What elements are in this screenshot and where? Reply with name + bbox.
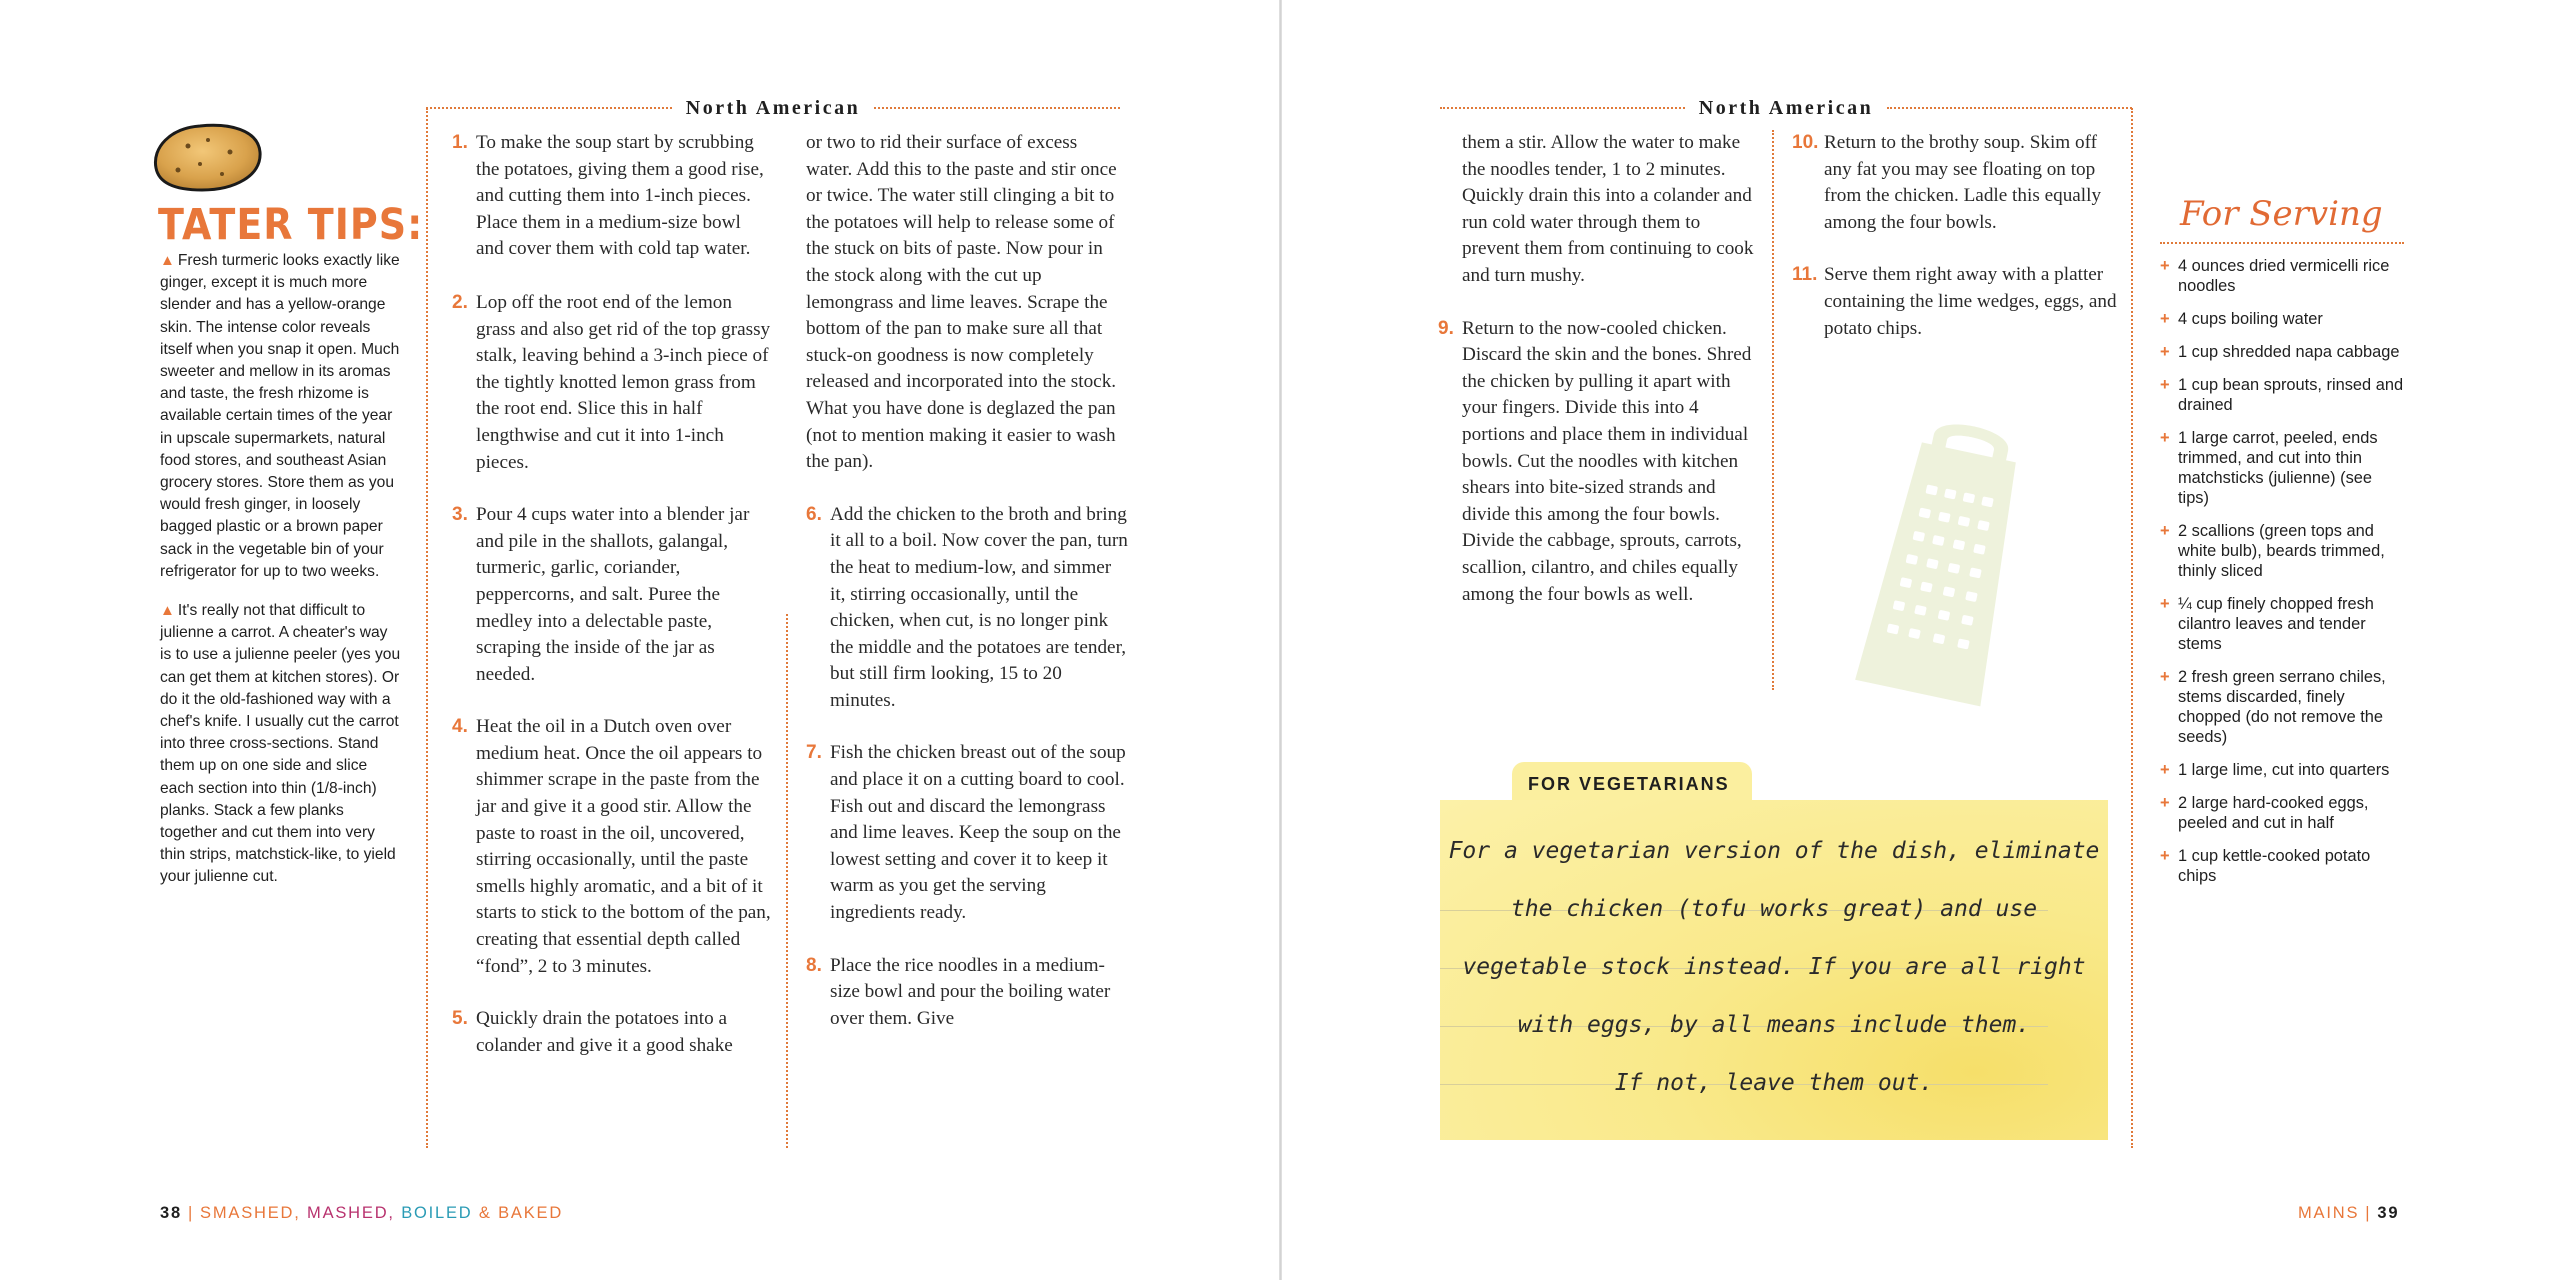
grater-illustration <box>1846 410 2046 710</box>
steps-column-2 <box>806 130 1128 1058</box>
step-number: 4. <box>452 716 468 738</box>
ingredient-item <box>2160 793 2406 833</box>
note-line: the chicken (tofu works great) and use <box>1510 896 2038 922</box>
ingredient-text: 2 scallions (green tops and white bulb), beards trimmed, thinly sliced <box>2178 522 2385 580</box>
header-rule <box>1887 107 2132 109</box>
step-5-continued: or two to rid their surface of excess water. Add this to the paste and stir once or twice. The water still clinging a bit to the potatoes will help to release some of the stuck on bits of paste. Now pour in the stock along with the cut up lemongrass and lime leaves. Scrape the bottom of the pan to make sure all that stuck-on goodness is now completely released and incorporated into the stock. What you have done is deglazed the pan (not to mention making it easier to wash the pan). <box>806 132 1117 473</box>
step-5 <box>452 1006 772 1059</box>
step-9 <box>1438 316 1760 609</box>
ingredient-text: 4 cups boiling water <box>2178 310 2323 328</box>
step-number: 1. <box>452 132 468 153</box>
step-8-continued: them a stir. Allow the water to make the noodles tender, 1 to 2 minutes. Quickly drain this into a colander and run cold water through them to prevent them from continuing to cook and turn mushy. <box>1462 132 1754 286</box>
step-text: Heat the oil in a Dutch oven over medium heat. Once the oil appears to shimmer scrape in the paste from the jar and give it a good stir. Allow the paste to roast in the oil, uncovered, stirring occasionally, until the paste smells highly aromatic, and a bit of it starts to stick to the bottom of the pan, creating that essential depth called “fond”, 2 to 3 minutes. <box>476 716 771 977</box>
ingredient-item <box>2160 342 2406 362</box>
section-title: North American <box>1698 96 1874 119</box>
vegetarian-label: FOR VEGETARIANS <box>1528 774 1730 794</box>
ingredient-item <box>2160 521 2406 581</box>
step-text: Lop off the root end of the lemon grass and also get rid of the top grassy stalk, leaving behind a 3-inch piece of the tightly knotted lemon grass from the root end. Slice this in half lengthwise and cut it into 1-inch pieces. <box>476 291 771 473</box>
page-number: 38 <box>160 1204 182 1222</box>
ingredient-item <box>2160 760 2406 780</box>
plus-bullet-icon: + <box>2160 794 2170 812</box>
tip-text: It's really not that difficult to julienne a carrot. A cheater's way is to use a julienne peeler (yes you can get them at kitchen stores). Or do it the old-fashioned way with a chef's knife. I usually cut the carrot into three cross-sections. Stand them up on one side and slice each section into thin (1/8-inch) planks. Stack a few planks together and cut them into very thin strips, matchstick-like, to yield your julienne cut. <box>160 602 401 886</box>
tip-item <box>160 250 402 583</box>
step-number: 11. <box>1792 264 1818 286</box>
section-header-left <box>426 96 1120 120</box>
step-number: 5. <box>452 1008 468 1030</box>
step-text: Return to the brothy soup. Skim off any fat you may see floating on top from the chicken. Ladle this equally among the four bowls. <box>1824 132 2102 233</box>
book-title-part: & <box>478 1204 492 1222</box>
steps-column-1 <box>452 130 772 1085</box>
step-2 <box>452 290 772 476</box>
ingredient-text: 1 cup shredded napa cabbage <box>2178 343 2400 361</box>
plus-bullet-icon: + <box>2160 668 2170 686</box>
plus-bullet-icon: + <box>2160 376 2170 394</box>
steps-column-4 <box>1792 130 2118 368</box>
steps-column-3 <box>1438 130 1760 634</box>
plus-bullet-icon: + <box>2160 761 2170 779</box>
footer-separator: | <box>187 1204 195 1222</box>
serving-rule <box>2160 242 2404 244</box>
header-rule <box>1440 107 1685 109</box>
step-text: Return to the now-cooled chicken. Discard the skin and the bones. Shred the chicken by pulling it apart with your fingers. Divide this into 4 portions and place them in individual bowls. Cut the noodles with kitchen shears into bite-sized strands and divide this among the four bowls. Divide the cabbage, sprouts, carrots, scallion, cilantro, and chiles equally among the four bowls as well. <box>1462 317 1752 605</box>
step-4 <box>452 714 772 980</box>
book-title-part: MASHED, <box>307 1204 395 1222</box>
step-text: Fish the chicken breast out of the soup and place it on a cutting board to cool. Fish out and discard the lemongrass and lime leaves. Keep the soup on the lowest setting and cover it to keep it warm as you get the serving ingredients ready. <box>830 742 1126 924</box>
step-number: 10. <box>1792 132 1819 153</box>
book-title-part: BAKED <box>498 1204 564 1222</box>
ingredient-item <box>2160 309 2406 329</box>
ingredient-item <box>2160 846 2406 886</box>
footer-section: MAINS <box>2298 1204 2360 1222</box>
ingredient-item <box>2160 594 2406 654</box>
header-rule <box>426 107 672 109</box>
ingredient-text: 1 large lime, cut into quarters <box>2178 761 2390 779</box>
ingredient-item <box>2160 375 2406 415</box>
column-rule-outer <box>2131 108 2133 1148</box>
column-rule-inner <box>786 614 788 1148</box>
step-text: Add the chicken to the broth and bring it all to a boil. Now cover the pan, turn the heat to medium-low, and simmer it, stirring occasionally, until the chicken, when cut, is no longer pink the middle and the potatoes are tender, but still firm looking, 15 to 20 minutes. <box>830 503 1128 711</box>
ingredient-text: 1 cup kettle-cooked potato chips <box>2178 847 2371 885</box>
triangle-bullet-icon: ▲ <box>160 252 175 269</box>
ingredient-text: 2 fresh green serrano chiles, stems discarded, finely chopped (do not remove the seeds) <box>2178 668 2386 746</box>
ingredient-item <box>2160 667 2406 747</box>
step-number: 9. <box>1438 317 1454 339</box>
section-header-right <box>1440 96 2132 120</box>
note-line: If not, leave them out. <box>1614 1070 1934 1096</box>
step-number: 6. <box>806 503 822 525</box>
step-8 <box>806 953 1128 1033</box>
ingredient-text: 4 ounces dried vermicelli rice noodles <box>2178 257 2390 295</box>
step-7 <box>806 740 1128 926</box>
ingredient-item <box>2160 428 2406 508</box>
step-11 <box>1792 262 2118 342</box>
step-text: Place the rice noodles in a medium-size bowl and pour the boiling water over them. Give <box>830 954 1111 1029</box>
step-10 <box>1792 130 2118 236</box>
ingredient-text: 1 large carrot, peeled, ends trimmed, and cut into thin matchsticks (julienne) (see tips) <box>2178 429 2378 507</box>
page-number: 39 <box>2377 1204 2400 1222</box>
plus-bullet-icon: + <box>2160 343 2170 361</box>
book-gutter <box>1279 0 1282 1280</box>
step-text: Quickly drain the potatoes into a colander and give it a good shake <box>476 1008 733 1056</box>
plus-bullet-icon: + <box>2160 429 2170 447</box>
triangle-bullet-icon: ▲ <box>160 602 175 620</box>
ingredient-text: 1 cup bean sprouts, rinsed and drained <box>2178 376 2404 414</box>
tater-tips-title: TATER TIPS: <box>158 200 424 250</box>
ingredient-text: 2 large hard-cooked eggs, peeled and cut in half <box>2178 794 2369 832</box>
footer-right <box>2298 1204 2399 1223</box>
note-line: vegetable stock instead. If you are all right <box>1462 954 2086 980</box>
step-number: 7. <box>806 742 822 764</box>
step-number: 3. <box>452 504 468 526</box>
step-number: 2. <box>452 291 468 313</box>
ingredient-text: ¼ cup finely chopped fresh cilantro leaves and tender stems <box>2178 595 2374 653</box>
section-title: North American <box>685 96 861 119</box>
plus-bullet-icon: + <box>2160 310 2170 328</box>
step-3 <box>452 502 772 688</box>
note-line: For a vegetarian version of the dish, eliminate <box>1448 838 2100 864</box>
book-title-part: BOILED <box>401 1204 473 1222</box>
header-rule <box>874 107 1120 109</box>
ingredient-item <box>2160 256 2406 296</box>
step-text: Serve them right away with a platter containing the lime wedges, eggs, and potato chips. <box>1824 264 2117 339</box>
step-number: 8. <box>806 954 822 976</box>
tater-tips <box>160 250 402 906</box>
plus-bullet-icon: + <box>2160 257 2170 275</box>
footer-left <box>160 1204 563 1223</box>
step-1 <box>452 130 772 263</box>
tip-item <box>160 600 402 889</box>
book-title-part: SMASHED, <box>200 1204 301 1222</box>
plus-bullet-icon: + <box>2160 847 2170 865</box>
step-6 <box>806 502 1128 715</box>
column-rule-inner <box>1772 130 1774 690</box>
plus-bullet-icon: + <box>2160 595 2170 613</box>
plus-bullet-icon: + <box>2160 522 2170 540</box>
tip-text: Fresh turmeric looks exactly like ginger, except it is much more slender and has a yellow-orange skin. The intense color reveals itself when you snap it open. Much sweeter and mellow in its aromas and taste, the fresh rhizome is available certain times of the year in upscale supermarkets, natural food stores, and southeast Asian grocery stores. Store them as you would fresh ginger, in loosely bagged plastic or a brown paper sack in the vegetable bin of your refrigerator for up to two weeks. <box>160 252 400 580</box>
column-rule-outer <box>426 108 428 1148</box>
footer-separator: | <box>2365 1204 2372 1222</box>
vegetarian-note <box>1440 822 2108 1112</box>
potato-illustration <box>148 118 264 194</box>
note-line: with eggs, by all means include them. <box>1517 1012 2031 1038</box>
step-text: Pour 4 cups water into a blender jar and pile in the shallots, galangal, turmeric, garlic, coriander, peppercorns, and salt. Puree the medley into a delectable paste, scraping the inside of the jar as needed. <box>476 504 750 685</box>
serving-ingredients <box>2160 256 2406 899</box>
step-text: To make the soup start by scrubbing the potatoes, giving them a good rise, and cutting them into 1-inch pieces. Place them in a medium-size bowl and cover them with cold tap water. <box>476 132 764 260</box>
for-serving-title: For Serving <box>2180 194 2383 234</box>
